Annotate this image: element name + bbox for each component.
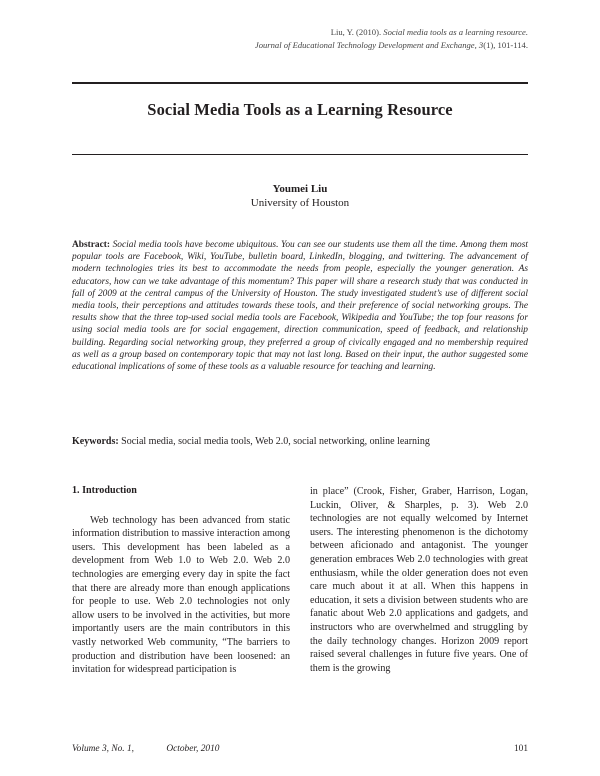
keywords-label: Keywords: [72,436,119,447]
footer-volume: Volume 3, No. 1, [72,744,134,754]
column-left [72,484,290,677]
intro-paragraph-right: in place” (Crook, Fisher, Graber, Harrison, Logan, Luckin, Oliver, & Sharples, p. 3). Web 2.0 technologies are not equally welcomed by Internet users. The interesting phenomenon is the dichotomy between aficionado and antagonist. The younger generation embraces Web 2.0 technologies with great enthusiasm, while the older generation does not even care much about it at all. When this happens in education, it sets a division between students who are fanatic about Web 2.0 applications and gadgets, and instructors who are overwhelmed and struggling by the daily technology changes. Horizon 2009 report raised several challenges in future five years. One of them is the growing [310,486,528,674]
intro-paragraph-left: Web technology has been advanced from static information distribution to massive interaction among users. This development has been labeled as a development from Web 1.0 to Web 2.0. Web 2.0 technologies are emerging every day in spite the fact that there are already more than enough applications for people to use. Web 2.0 technologies not only allow users to be involved in the activities, but more importantly users are the main contributors in this vastly networked Web community, “The barriers to production and distribution have been loosened: an invitation for widespread participation is [72,514,290,676]
footer-date: October, 2010 [166,744,220,754]
citation-issue: (1), 101-114. [483,40,528,50]
section-heading: 1. Introduction [72,485,137,496]
keywords [72,435,528,448]
abstract [72,239,528,373]
abstract-text: Social media tools have become ubiquitous. You can see our students use them all the time. Among them most popular tools are Facebook, Wiki, YouTube, bulletin board, LinkedIn, blogging, and twittering. The advancement of modern technologies tries its best to accommodate the needs from people, especially the younger generation. As educators, how can we take advantage of this momentum? This paper will share a research study that was conducted in fall of 2009 at the central campus of the University of Houston. The study investigated student’s use of different social media tools, their perceptions and attitudes towards these tools, and their preference of social networking groups. The results show that the three top-used social media tools are Facebook, Wikipedia and YouTube; the top four reasons for using social media tools are for social engagement, direction communication, speed of feedback, and relationship building. Regarding social networking group, they preferred a group of civically engaged and no membership required as well as a group based on contemporary topic that may not last long. Based on their input, the author suggested some educational implications of some of these tools as a valuable resource for teaching and learning. [72,240,528,373]
citation-authors: Liu, Y. (2010). [330,27,382,37]
citation-journal: Journal of Educational Technology Development and Exchange, 3 [254,40,484,50]
author-block [72,182,528,210]
page-footer [72,744,528,754]
author-affiliation: University of Houston [250,197,350,209]
column-right [310,485,528,675]
keywords-text: Social media, social media tools, Web 2.0, social networking, online learning [121,436,430,447]
page-number: 101 [513,744,528,754]
top-rule [72,82,528,84]
title-rule [72,154,528,155]
citation-header [68,26,528,52]
abstract-label: Abstract: [72,240,111,250]
author-name: Youmei Liu [272,183,328,195]
paper-title: Social Media Tools as a Learning Resource [147,100,453,119]
citation-article: Social media tools as a learning resource. [383,27,528,37]
